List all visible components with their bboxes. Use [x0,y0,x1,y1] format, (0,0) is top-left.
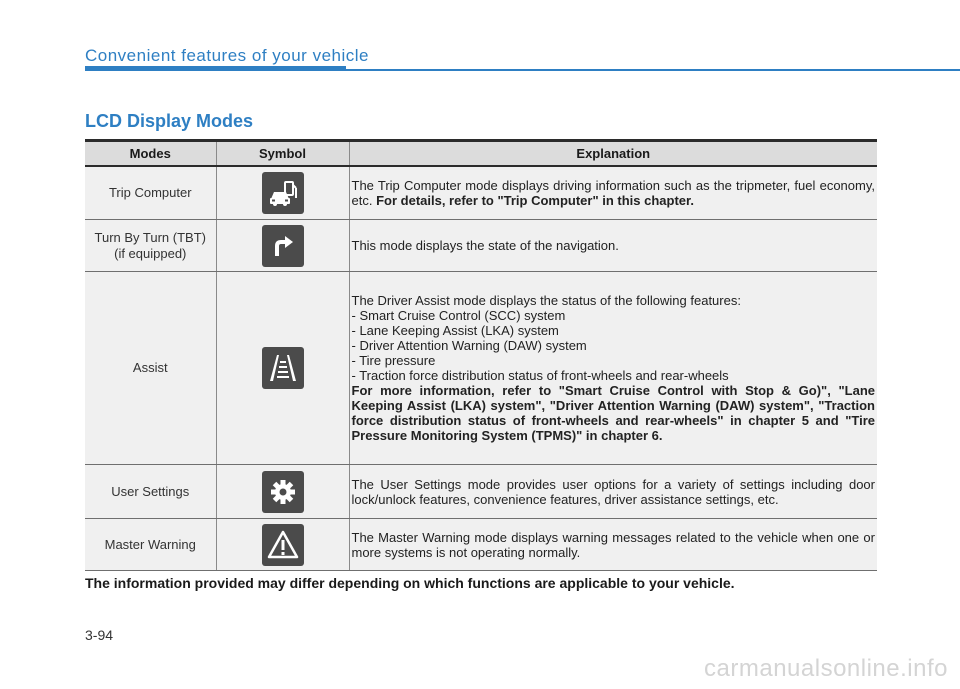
explanation-cell [349,166,877,220]
explanation-text: The Driver Assist mode displays the status of the following features: [351,293,741,308]
mode-label: Master Warning [104,536,196,552]
mode-sublabel: (if equipped) [114,245,187,261]
feature-list-item: - Tire pressure [351,353,436,368]
mode-label: User Settings [111,483,190,499]
explanation-text: The Trip Computer mode displays driving information such as the tripmeter, fuel economy, etc. [351,177,875,208]
mode-cell [85,166,216,220]
driver-assist-icon [262,347,304,389]
explanation-cell [349,519,877,571]
warning-icon [262,524,304,566]
symbol-cell [216,220,349,272]
turn-arrow-icon [262,225,304,267]
mode-label: Turn By Turn (TBT) [94,229,206,245]
symbol-cell [216,166,349,220]
chapter-title-bar [85,66,346,71]
trip-computer-icon [262,172,304,214]
explanation-text: The Master Warning mode displays warning messages related to the vehicle when one or more systems is not operating normally. [351,529,875,560]
lcd-modes-table [85,139,877,571]
table-header-row [85,141,877,166]
explanation-reference: For more information, refer to "Smart Cruise Control with Stop & Go)", "Lane Keeping Assist (LKA) system", "Driver Attention Warning (DAW) system", "Traction force distribution status of front-wheels and rear-wheels" in chapter 5 and "Tire Pressure Monitoring System (TPMS)" in chapter 6. [351,383,875,443]
mode-cell [85,465,216,519]
table-row [85,519,877,571]
chapter-title: Convenient features of your vehicle [85,46,369,65]
symbol-cell [216,465,349,519]
feature-list-item: - Traction force distribution status of front-wheels and rear-wheels [351,368,729,383]
explanation-reference: For details, refer to "Trip Computer" in this chapter. [376,192,694,208]
mode-cell [85,272,216,465]
column-header-modes: Modes [85,141,216,166]
chapter-rule [346,69,960,71]
section-title: LCD Display Modes [85,111,254,131]
feature-list-item: - Smart Cruise Control (SCC) system [351,308,566,323]
feature-list-item: - Lane Keeping Assist (LKA) system [351,323,559,338]
page-number: 3-94 [85,627,114,643]
explanation-cell [349,272,877,465]
table-row [85,465,877,519]
explanation-text: This mode displays the state of the navigation. [351,238,619,253]
explanation-cell [349,220,877,272]
column-header-explanation: Explanation [349,141,877,166]
table-row [85,220,877,272]
watermark: carmanualsonline.info [704,655,948,682]
gear-icon [262,471,304,513]
mode-cell [85,220,216,272]
feature-list-item: - Driver Attention Warning (DAW) system [351,338,587,353]
symbol-cell [216,519,349,571]
mode-cell [85,519,216,571]
footnote: The information provided may differ depending on which functions are applicable to your vehicle. [85,575,735,591]
explanation-text: The User Settings mode provides user options for a variety of settings including door lock/unlock features, convenience features, driver assistance settings, etc. [351,476,875,507]
symbol-cell [216,272,349,465]
table-row [85,272,877,465]
table-row [85,166,877,220]
mode-label: Trip Computer [108,184,192,200]
explanation-cell [349,465,877,519]
column-header-symbol: Symbol [216,141,349,166]
mode-label: Assist [132,360,168,375]
